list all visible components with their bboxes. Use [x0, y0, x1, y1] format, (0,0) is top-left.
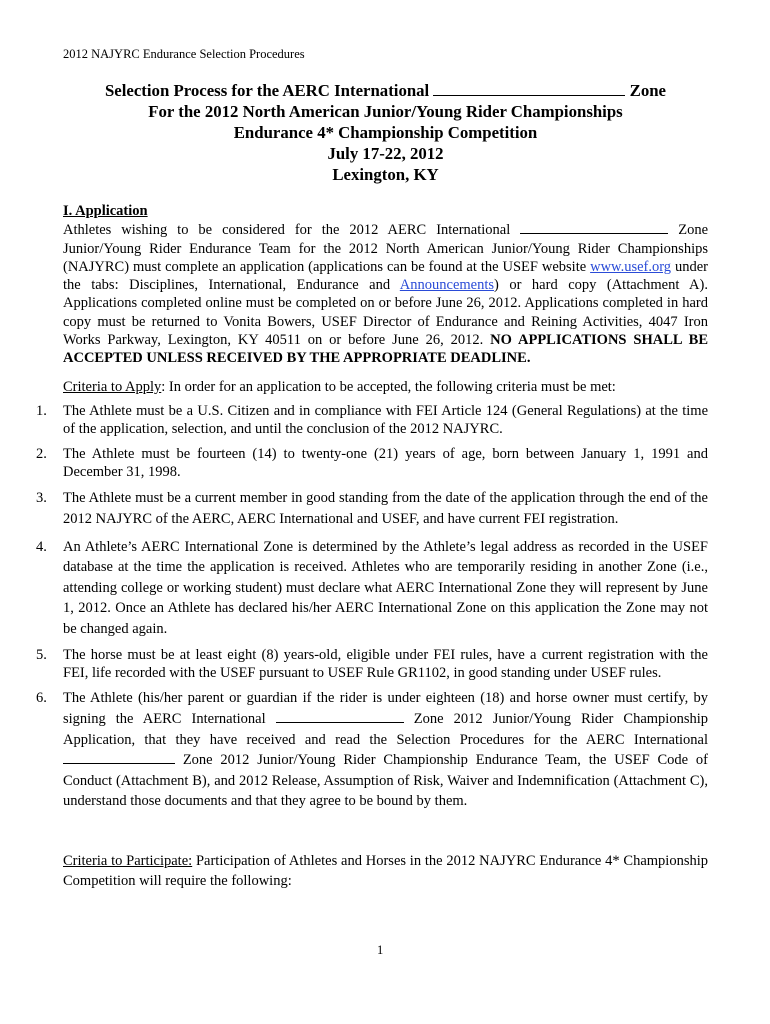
list-item: 4. An Athlete’s AERC International Zone is determined by the Athlete’s legal address as recorded in the USEF database at the time the application is received. Athletes who are temporarily residing in another Zone (i.e., attending college or working student) must declare what AERC International Zone they will represent by June 1, 2012. Once an Athlete has declared his/her AERC International Zone on this application the Zone may not be changed again. [36, 538, 708, 637]
zone-blank [433, 82, 625, 96]
zone-blank [63, 750, 175, 764]
application-paragraph: Athletes wishing to be considered for the 2012 AERC International Zone Junior/Young Rider Endurance Team for the 2012 North American Junior/Young Rider Championships (NAJYRC) must complete an application (applications can be found at the USEF website www.usef.org under the tabs: Disciplines, International, Endurance and Announcements) or hard copy (Attachment A). Applications completed online must be completed on or before June 26, 2012. Applications completed in hard copy must be returned to Vonita Bowers, USEF Director of Endurance and Reining Activities, 4047 Iron Works Parkway, Lexington, KY 40511 on or before June 26, 2012. NO APPLICATIONS SHALL BE ACCEPTED UNLESS RECEIVED BY THE APPROPRIATE DEADLINE. [63, 222, 709, 367]
title-line-5: Lexington, KY [332, 165, 439, 184]
list-item: 6. The Athlete (his/her parent or guardian if the rider is under eighteen (18) and horse owner must certify, by signing the AERC International Zone 2012 Junior/Young Rider Championship Application, that they have received and read the Selection Procedures for the AERC International Zone 2012 Junior/Young Rider Championship Endurance Team, the USEF Code of Conduct (Attachment B), and 2012 Release, Assumption of Risk, Waiver and Indemnification (Attachment C), understand those documents and that they agree to be bound by them. [36, 690, 709, 810]
title-line-4: July 17-22, 2012 [327, 144, 444, 163]
deadline-warning: NO APPLICATIONS SHALL BE ACCEPTED UNLESS RECEIVED BY THE APPROPRIATE DEADLINE. [63, 332, 708, 367]
page-number: 1 [377, 943, 384, 957]
running-header: 2012 NAJYRC Endurance Selection Procedures [63, 47, 305, 61]
zone-blank [276, 709, 404, 723]
criteria-to-apply: Criteria to Apply: In order for an application to be accepted, the following criteria must be met: [63, 379, 616, 395]
document-title [63, 80, 708, 185]
criteria-list [36, 402, 708, 818]
criteria-to-participate: Criteria to Participate: Participation of Athletes and Horses in the 2012 NAJYRC Endurance 4* Championship Competition will require the following: [63, 853, 709, 889]
zone-blank [520, 220, 668, 234]
title-line-1: Selection Process for the AERC International Zone [104, 81, 667, 100]
application-section [63, 202, 708, 368]
list-item: 2. The Athlete must be fourteen (14) to twenty-one (21) years of age, born between January 1, 1991 and December 31, 1998. [36, 445, 708, 481]
list-item: 3. The Athlete must be a current member in good standing from the date of the application through the end of the 2012 NAJYRC of the AERC, AERC International and USEF, and have current FEI registration. [36, 489, 708, 528]
list-item: 1. The Athlete must be a U.S. Citizen and in compliance with FEI Article 124 (General Regulations) at the time of the application, selection, and until the conclusion of the 2012 NAJYRC. [36, 403, 708, 438]
section-heading: I. Application [63, 203, 148, 219]
announcements-link[interactable]: Announcements [399, 277, 495, 294]
list-item: 5. The horse must be at least eight (8) years-old, eligible under FEI rules, have a current registration with the FEI, life recorded with the USEF pursuant to USEF Rule GR1102, in good standing under USEF rules. [36, 646, 708, 681]
usef-website-link[interactable]: www.usef.org [590, 258, 672, 275]
title-line-2: For the 2012 North American Junior/Young Rider Championships [148, 102, 623, 121]
title-line-3: Endurance 4* Championship Competition [233, 123, 538, 142]
